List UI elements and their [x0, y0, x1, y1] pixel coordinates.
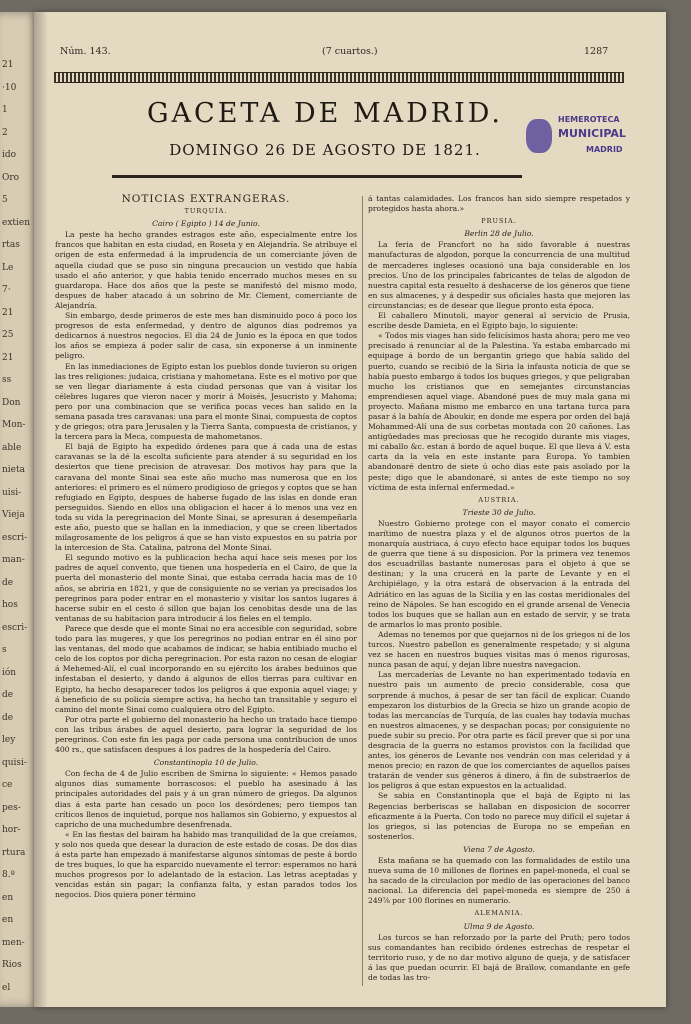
paragraph: Ademas no tenemos por que quejarnos ni de los griegos ni de los turcos. Nuestro pabellon es generalmente respetado; y si alguna vez se hacen en nuestros buques visitas mas ó menos rigurosas, nunca pasan de aquí, y dejan libre nuestra navegacion. [368, 629, 630, 670]
edge-fragment: 1 [2, 105, 8, 115]
country-heading: PRUSIA. [481, 217, 517, 226]
paragraph: Los turcos se han reforzado por la parte del Pruth; pero todos sus comandantes han recibido órdenes estrechas de respetar el territorio ruso, y de no dar motivo alguno de queja, y de satisfacer á las que puedan ocurrir. El bajá de Braïlow, comandante en gefe de todas las tro- [368, 932, 630, 983]
page-gutter-shadow [34, 12, 48, 1007]
paragraph: « En las fiestas del bairam ha habido mas tranquilidad de la que creíamos, y solo nos queda que desear la duracion de este estado de cosas. De dos dias á esta parte han empezado á manifestarse algunos síntomas de peste á bordo de tres buques, lo que ha esparcido nuevamente el terror: esperamos no hará muchos progresos por lo adelantado de la estacion. Las letras aceptadas y vencidas están sin pagar; la confianza falta, y estan parados todos los negocios. Dios quiera poner término [55, 829, 357, 900]
edge-fragment: escri- [2, 532, 28, 543]
stamp-line-1: HEMEROTECA [558, 115, 620, 124]
issue-number: Núm. 143. [60, 46, 111, 57]
paragraph: Con fecha de 4 de Julio escriben de Smirna lo siguiente: « Hemos pasado algunos dias sumamente borrascosos: el pueblo ha asesinado á las principales autoridades del pais y á un gran número de griegos. Da algunos dias á esta parte han cesado un poco los desórdenes; pero tiempos tan críticos llenos de inquietud, porque nos hallamos sin Gobierno, y expuestos al capricho de una muchedumbre desenfrenada. [55, 769, 357, 829]
edge-fragment: men- [2, 937, 25, 948]
edge-fragment: escri- [2, 622, 28, 633]
edge-fragment: 2 [2, 127, 8, 138]
edge-fragment: uisi- [2, 487, 22, 498]
crown-seal-icon [526, 119, 552, 153]
edge-fragment: en [2, 892, 14, 903]
edge-fragment: ·10 [2, 82, 17, 93]
edge-fragment: Mon- [2, 420, 26, 430]
dateline: Viena 7 de Agosto. [463, 844, 535, 854]
paragraph: El segundo motivo es la publicacion hecha aquí hace seis meses por los padres de aquel convento, que tienen una hospedería en el Cairo, de que la puerta del monasterio del monte Sinai, que estaba cerrada hacia mas de 10 años, se abriria en 1821, y que de consiguiente no se verian ya precisados los peregrinos para poder entrar en el monasterio y visitar los santos lugares á hacerse subir en el cesto ó sillon que bajan los cenobitas desde una de las ventanas de su habitacion para introducir á los fieles en el templo. [55, 553, 357, 623]
edge-fragment: quisi- [2, 757, 27, 768]
edge-fragment: ley [2, 735, 16, 745]
dateline: Ulma 9 de Agosto. [463, 921, 535, 931]
edge-fragment: man- [2, 555, 25, 565]
edge-fragment: 8.º [2, 870, 15, 880]
paragraph: El bajá de Egipto ha expedido órdenes para que á cada una de estas caravanas se la dé la escolta suficiente para atender á su seguridad en los desiertos que tiene precision de atravesar. Dos motivos hay para que la caravana del monte Sinai sea este año mucho mas numerosa que en los anteriores: el primero es el número prodigioso de griegos y coptos que se han refugiado en Egipto, despues de haberse fugado de las islas en donde eran perseguidos. Siendo en ellos una obligacion el hacer á lo menos una vez en toda su vida la peregrinacion del Monte Sinai, se apresuran á desempeñarla este año, puesto que se hallan en la inmediacion, y que se creen libertados milagrosamente de los peligros á que se han visto expuestos en su patria por la intercesion de Sta. Catalina, patrona del Monte Sinai. [55, 442, 357, 553]
paragraph: Las mercaderías de Levante no han experimentado todavía en nuestro pais un aumento de precio considerable, cosa que sorprende á muchos, á pesar de ser tan fácil de explicar. Cuando empezaron los disturbios de la Grecia se hizo un grande acopio de todas las mercancías de Turquía, de las cuales hay todavía muchas en nuestros almacenes, y se despachan pocas; por consiguiente no puede subir su precio. Por otra parte es fácil prever que si por una desgracia de la guerra no estamos provistos con la facilidad que antes, los géneros de Levante nos vendrán con mas celeridad y á menos precio; en razon de que los comerciantes de aquellos paises tratarán de vender sus géneros á dinero, á fin de substraerlos de los peligros á que estan expuestos en la actualidad. [368, 670, 630, 791]
paragraph: Sin embargo, desde primeros de este mes han disminuido poco á poco los progresos de esta enfermedad, y dentro de algunos dias podremos ya dedicarnos á nuestros negocios. El dia 24 de Junio es la época en que todos los años se empieza á poder salir de casa, sin exponerse á un inminente peligro. [55, 311, 357, 361]
stamp-line-3: MADRID [586, 145, 623, 154]
dateline: Constantinopla 10 de Julio. [153, 758, 259, 768]
ornamental-rule [54, 72, 624, 83]
paragraph: Parece que desde que el monte Sinai no era accesible con seguridad, sobre todo para las mugeres, y que los peregrinos no podian entrar en él sino por las ventanas, del modo que acabamos de indicar, se habia entibiado mucho el celo de los coptos por dicha peregrinacion. Por esta razon no cesan de elogiar á Mehemed-Alí, el cual incorporando en su ejército los árabes beduinos que infestaban el desierto, y dando á algunos de ellos tierras para cultivar en Egipto, ha hecho desaparecer todos los peligros á que exponia aquel viage; y á beneficio de su policía siempre activa, ha hecho tan transitable y seguro el camino del monte Sinai como cualquiera otro del Egipto. [55, 623, 357, 714]
edge-fragment: de [2, 712, 14, 723]
edge-fragment: able [2, 442, 22, 453]
edge-fragment: 21 [2, 60, 14, 70]
edge-fragment: rtura [2, 847, 26, 858]
edge-fragment: extien [2, 217, 31, 228]
paragraph: La feria de Francfort no ha sido favorable á nuestras manufacturas de algodon, porque la concurrencia de una multitud de mercaderes ingleses ocasionó una baja considerable en los precios. Uno de los principales fabricantes de telas de algodon de nuestra capital esta resuelto á deshacerse de los géneros que tiene en sus almacenes, y á despedir sus oficiales hasta que mejoren las circunstancias; es de desear que llegue pronto esta época. [368, 240, 630, 310]
edge-fragment: ce [2, 780, 13, 790]
edge-fragment: Oro [2, 172, 20, 183]
dateline: Cairo ( Egipto ) 14 de Junio. [152, 219, 260, 229]
edge-fragment: Le [2, 262, 14, 273]
paragraph: Nuestro Gobierno protege con el mayor conato el comercio marítimo de nuestra plaza y el de algunos otros puertos de la monarquía austriaca, á cuyo efecto hace equipar todos los buques de guerra que tiene á su disposicion. Por la primera vez tenemos dos escuadrillas bastante numerosas para el objeto á que se destinan; y la una crucerá en la parte de Levante y en el Archipiélago, y la otra estará de observacion á la entrada del Adriático en las aguas de la Sicilia y en las costas meridionales del reino de Nápoles. Se han escogido en el grande arsenal de Venecia todos los buques que se hallan aun en estado de servir, y se trata de armarlos lo mas pronto posible. [368, 518, 630, 629]
country-heading: TURQUÍA. [184, 207, 228, 216]
edge-fragment: rtas [2, 240, 20, 250]
edge-fragment: hos [2, 600, 18, 610]
paragraph: En las inmediaciones de Egipto estan los pueblos donde tuvieron su origen las tres religiones: judaica, cristiana y mahometana. Este es el motivo por que se ven llegar diariamente á esta ciudad personas que van á visitar los célebres lugares que vieron nacer y morir á Moisés, Jesucristo y Mahoma; pero por una combinacion que se verifica pocas veces han salido en la semana pasada tres caravanas: una para el monte Sinai, compuesta de coptos y de griegos; otra para Jerusalen y la Tierra Santa, compuesta de cristianos, y la tercera para la Meca, compuesta de mahometanos. [55, 361, 357, 442]
paragraph: Por otra parte el gobierno del monasterio ha hecho un tratado hace tiempo con las tribus árabes de aquel desierto, para lograr la seguridad de los peregrinos. Con este fin les paga por cada persona una contribucion de unos 400 rs., que satisfacen despues á los padres de la hospedería del Cairo. [55, 714, 357, 755]
price: (7 cuartos.) [322, 46, 378, 57]
masthead-title: GACETA DE MADRID. [146, 98, 504, 129]
edge-fragment: en [2, 915, 14, 925]
edge-fragment: ss [2, 375, 12, 385]
column-divider [362, 196, 363, 986]
edge-fragment: 5 [2, 195, 8, 205]
paragraph: El caballero Minutoli, mayor general al servicio de Prusia, escribe desde Damieta, en el Egipto bajo, lo siguiente: [368, 311, 630, 331]
library-stamp [526, 113, 656, 161]
edge-fragment: 21 [2, 307, 14, 318]
edge-fragment: ido [2, 150, 17, 160]
section-heading: NOTICIAS EXTRANGERAS. [121, 193, 291, 205]
edge-fragment: de [2, 577, 14, 588]
paragraph: Esta mañana se ha quemado con las formalidades de estilo una nueva suma de 10 millones de florines en papel-moneda, el cual se ha sacado de la circulacion por medio de las operaciones del banco nacional. La diferencia del papel-moneda es siempre de 250 á 249⅞ por 100 florines en numerario. [368, 856, 630, 906]
edge-fragment: nieta [2, 465, 25, 475]
masthead-rule [112, 175, 522, 178]
left-column [55, 194, 357, 900]
edge-fragment: el [2, 982, 11, 993]
issue-date: DOMINGO 26 DE AGOSTO DE 1821. [169, 141, 481, 159]
country-heading: AUSTRIA. [478, 495, 520, 504]
edge-fragment: ión [2, 667, 17, 678]
right-column [368, 194, 630, 983]
dateline: Berlin 28 de Julio. [464, 229, 534, 239]
edge-fragment: 21 [2, 352, 14, 363]
dateline: Trieste 30 de Julio. [462, 507, 536, 517]
edge-fragment: Vieja [2, 510, 25, 520]
paragraph: Se sabia en Constantinopla que el bajá de Egipto ni las Regencias berberiscas se hallaban en disposicion de socorrer eficazmente á la Puerta. Con todo no parece muy difícil el sujetar á los griegos, si las potencias de Europa no se empeñan en sostenerlos. [368, 791, 630, 841]
edge-fragment: 25 [2, 330, 14, 340]
edge-fragment: pes- [2, 802, 21, 813]
page-number: 1287 [584, 46, 609, 57]
edge-fragment: 7· [2, 285, 11, 295]
stamp-line-2: MUNICIPAL [558, 127, 626, 140]
country-heading: ALEMANIA. [474, 909, 524, 918]
edge-fragment: Rios [2, 960, 22, 970]
paragraph: « Todos mis viages han sido felicísimos hasta ahora; pero me veo precisado á renunciar al de la Palestina. Ya estaba embarcado mi equipage á bordo de un bergantin griego que había salido del puerto, cuando se recibió de la Siria la infausta noticia de que se había puesto embargo á todos los buques griegos, y que peligraban mucho los cristianos que en semejantes circunstancias emprendiesen aquel viage. Abandoné pues de muy mala gana mi proyecto. Mañana mismo me embarco en una tartana turca para pasar á la bahía de Aboukir, en donde me espera por orden del bajá Mohammed-Alí una de sus corbetas montada con 20 cañones. Las antigüedades mas preciosas que he recogido durante mis viages, mi caballo &c. estan á bordo de aquel buque. El que lleva á V. esta carta da la vela en este instante para Europa. Yo tambien abandonaré dentro de siete ú ocho dias este pais asolado por la peste; digo que le abandonaré, si antes de este tiempo no soy víctima de esta infernal enfermedad.» [368, 331, 630, 492]
edge-fragment: de [2, 690, 14, 700]
edge-fragment: Don [2, 397, 21, 408]
edge-fragment: hor- [2, 825, 21, 835]
paragraph: á tantas calamidades. Los francos han sido siempre respetados y protegidos hasta ahora.» [368, 194, 630, 214]
edge-fragment: s [2, 645, 7, 655]
paragraph: La peste ha hecho grandes estragos este año, especialmente entre los francos que habitan en esta ciudad, en Roseta y en Alejandría. Se atribuye el origen de esta enfermedad á la imprudencia de un comerciante jóven de aquella ciudad que se puso sin ninguna precaucion un vestido que había usado el año anterior, y que habia tenido encerrado muchos meses en su guardaropa. Hace dos años que la peste se manifestó del mismo modo, despues de haber atacado á un sobrino de Mr. Clement, comerciante de Alejandría. [55, 230, 357, 310]
